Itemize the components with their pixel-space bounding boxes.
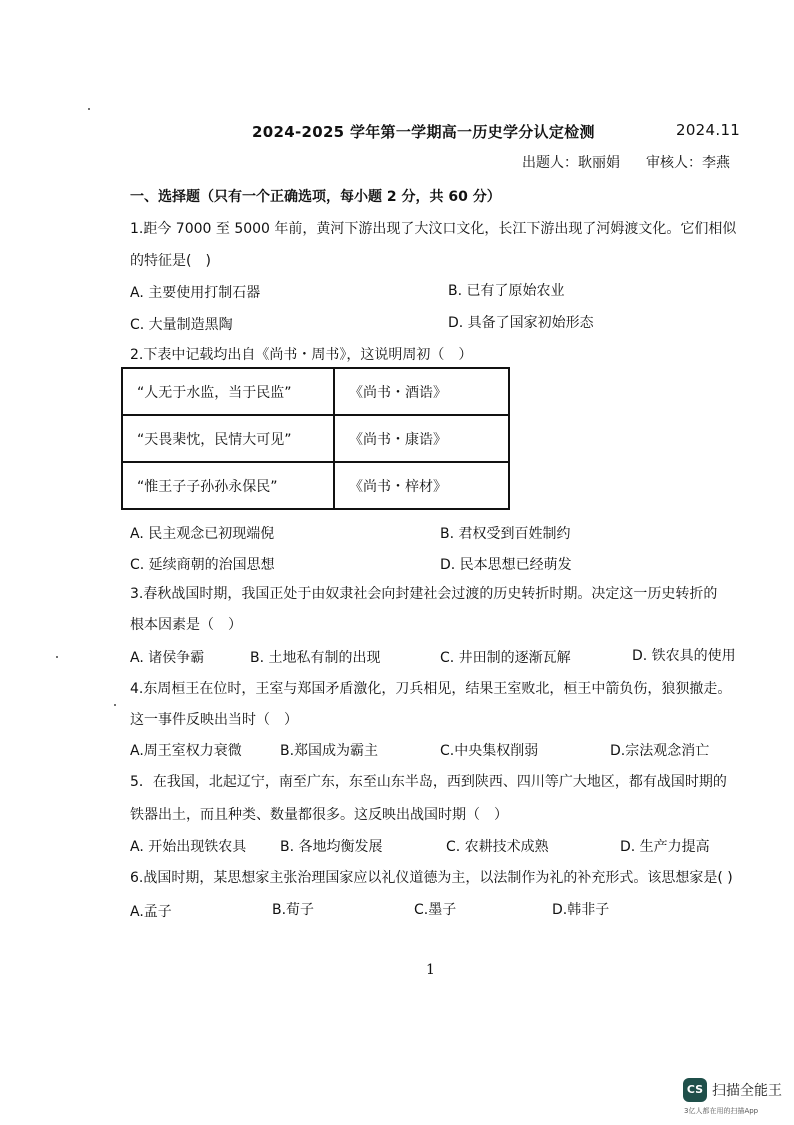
q5-option-d: D. 生产力提高 [620,839,710,855]
scan-dot [56,656,58,658]
question-setter: 出题人：耿丽娟 [522,155,620,171]
q5-stem-line1: 5．在我国，北起辽宁，南至广东，东至山东半岛，西到陕西、四川等广大地区，都有战国时期的 [130,774,727,790]
section-heading: 一、选择题（只有一个正确选项，每小题 2 分，共 60 分） [130,189,501,205]
q4-stem-line2: 这一事件反映出当时（ ） [130,712,298,728]
q1-option-a: A. 主要使用打制石器 [130,285,261,301]
q1-option-c: C. 大量制造黑陶 [130,317,233,333]
quote-cell: “天畏棐忱，民情大可见” [122,415,334,462]
q6-option-d: D.韩非子 [552,902,610,918]
scanner-tagline: 3亿人都在用的扫描App [684,1107,759,1115]
quote-cell: “人无于水监，当于民监” [122,368,334,415]
q4-option-b: B.郑国成为霸主 [280,743,379,759]
exam-title: 2024-2025 学年第一学期高一历史学分认定检测 [252,123,595,141]
exam-date: 2024.11 [676,121,741,139]
quote-cell: “惟王子子孙孙永保民” [122,462,334,509]
q5-stem-line2: 铁器出土，而且种类、数量都很多。这反映出战国时期（ ） [130,807,508,823]
q6-option-b: B.荀子 [272,902,315,918]
table-row [122,368,509,415]
q4-option-d: D.宗法观念消亡 [610,743,710,759]
q1-option-b: B. 已有了原始农业 [448,283,565,299]
table-row [122,415,509,462]
q4-stem-line1: 4.东周桓王在位时，王室与郑国矛盾激化，刀兵相见，结果王室败北，桓王中箭负伤，狼狈撤走。 [130,681,732,697]
q3-stem-line1: 3.春秋战国时期，我国正处于由奴隶社会向封建社会过渡的历史转折时期。决定这一历史转折的 [130,586,718,602]
source-cell: 《尚书・康诰》 [334,415,509,462]
q5-option-c: C. 农耕技术成熟 [446,839,549,855]
q1-stem-line2: 的特征是( ) [130,253,211,269]
scan-dot [88,108,90,110]
q2-option-a: A. 民主观念已初现端倪 [130,526,275,542]
q6-option-c: C.墨子 [414,902,457,918]
quote-table [121,367,510,510]
q2-option-b: B. 君权受到百姓制约 [440,526,571,542]
q4-option-c: C.中央集权削弱 [440,743,539,759]
q6-stem: 6.战国时期，某思想家主张治理国家应以礼仪道德为主，以法制作为礼的补充形式。该思想家是( ) [130,870,733,886]
q5-option-b: B. 各地均衡发展 [280,839,383,855]
q2-option-d: D. 民本思想已经萌发 [440,557,572,573]
q5-option-a: A. 开始出现铁农具 [130,839,247,855]
q6-option-a: A.孟子 [130,904,172,920]
scan-dot [114,704,116,706]
q1-stem-line1: 1.距今 7000 至 5000 年前，黄河下游出现了大汶口文化，长江下游出现了河姆渡文化。它们相似 [130,221,737,237]
source-cell: 《尚书・梓材》 [334,462,509,509]
q3-option-b: B. 土地私有制的出现 [250,650,381,666]
page-number: 1 [426,962,435,978]
scanner-logo-icon: CS [683,1078,707,1102]
q2-option-c: C. 延续商朝的治国思想 [130,557,275,573]
q4-option-a: A.周王室权力衰微 [130,743,242,759]
q3-stem-line2: 根本因素是（ ） [130,617,242,633]
reviewer: 审核人：李燕 [646,155,730,171]
q2-stem: 2.下表中记载均出自《尚书・周书》，这说明周初（ ） [130,347,473,363]
table-row [122,462,509,509]
q1-option-d: D. 具备了国家初始形态 [448,315,594,331]
q3-option-c: C. 井田制的逐渐瓦解 [440,650,571,666]
scanner-brand: 扫描全能王 [712,1083,782,1099]
source-cell: 《尚书・酒诰》 [334,368,509,415]
q3-option-d: D. 铁农具的使用 [632,648,736,664]
q3-option-a: A. 诸侯争霸 [130,650,205,666]
